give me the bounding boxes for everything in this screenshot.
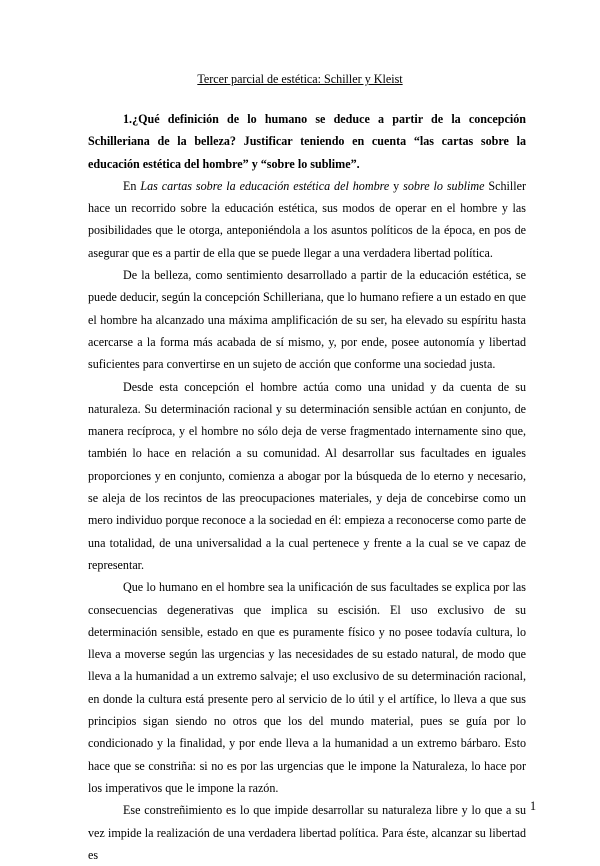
document-title: Tercer parcial de estética: Schiller y Kleist bbox=[197, 72, 403, 86]
paragraph-1-rest: Schiller hace un recorrido sobre la educación estética, sus modos de operar en el hombre y las posibilidades que le otorga, anteponiéndola a los asuntos políticos de la época, en pos de asegurar que es a partir de ella que se puede llegar a una verdadera libertad política. bbox=[88, 178, 526, 260]
paragraph-2: De la belleza, como sentimiento desarrollado a partir de la educación estética, se puede deducir, según la concepción Schilleriana, que lo humano refiere a un estado en que el hombre ha alcanzado una máxima amplificación de su ser, ha elevado su espíritu hasta acercarse a la forma más acabada de sí mismo, y, por ende, posee autonomía y libertad suficientes para convertirse en un sujeto de acción que conforme una sociedad justa. bbox=[88, 268, 526, 372]
page-number: 1 bbox=[529, 799, 536, 813]
document-body bbox=[88, 108, 526, 866]
paragraph-5: Ese constreñimiento es lo que impide desarrollar su naturaleza libre y lo que a su vez impide la realización de una verdadera libertad política. Para éste, alcanzar su libertad es bbox=[88, 803, 526, 862]
work-title-cartas: Las cartas sobre la educación estética del hombre bbox=[140, 178, 390, 193]
question-heading: 1.¿Qué definición de lo humano se deduce a partir de la concepción Schilleriana de la belleza? Justificar teniendo en cuenta “las cartas sobre la educación estética del hombre” y “sobre lo sublime”. bbox=[88, 112, 526, 171]
work-title-sublime: sobre lo sublime bbox=[403, 178, 485, 193]
paragraph-1-conj: y bbox=[389, 178, 404, 193]
paragraph-1-lead: En bbox=[123, 178, 141, 193]
paragraph-1 bbox=[88, 175, 526, 264]
paragraph-3: Desde esta concepción el hombre actúa como una unidad y da cuenta de su naturaleza. Su determinación racional y su determinación sensible actúan en conjunto, de manera recíproca, y el hombre no sólo deja de verse fragmentado internamente sino que, también lo hace en relación a su comunidad. Al desarrollar sus facultades en iguales proporciones y en conjunto, comienza a abogar por la búsqueda de lo eterno y necesario, se aleja de los recintos de las preocupaciones materiales, y deja de concebirse como un mero individuo porque reconoce a la sociedad en él: empieza a reconocerse como parte de una totalidad, de una universalidad a la cual pertenece y frente a la cual se ve capaz de representar. bbox=[88, 379, 526, 572]
paragraph-4: Que lo humano en el hombre sea la unificación de sus facultades se explica por las consecuencias degenerativas que implica su escisión. El uso exclusivo de su determinación sensible, estado en que es puramente físico y no posee todavía cultura, lo lleva a moverse según las urgencias y las necesidades de su estado natural, de modo que lleva a la humanidad a un extremo salvaje; el uso exclusivo de su determinación racional, en donde la cultura está presente pero al servicio de lo útil y el artífice, lo lleva a que sus principios sigan siendo no otros que los del mundo material, pues se guía por lo condicionado y la finalidad, y por ende lleva a la humanidad a un extremo bárbaro. Esto hace que se constriña: si no es por las urgencias que le impone la Naturaleza, lo hace por los imperativos que le impone la razón. bbox=[88, 580, 526, 795]
